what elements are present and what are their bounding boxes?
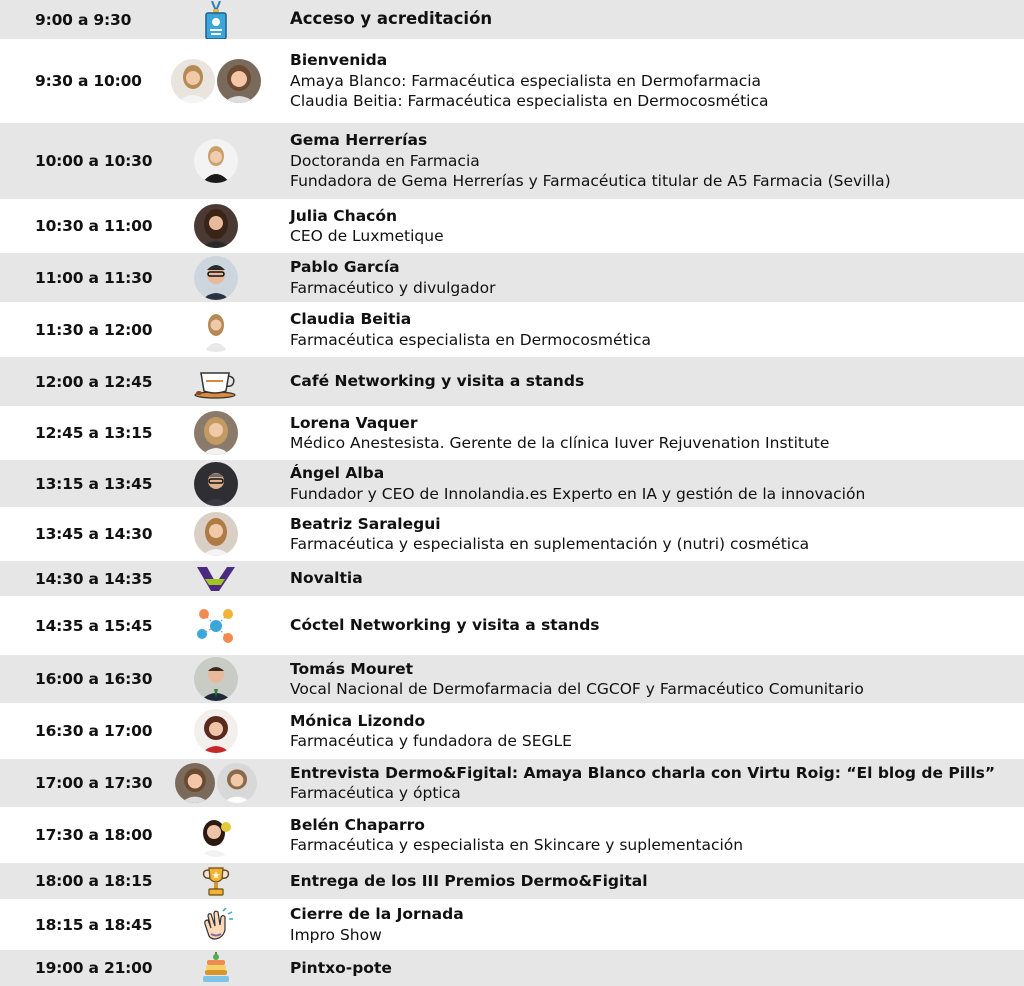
row-content — [290, 50, 1018, 112]
agenda-row — [0, 596, 1024, 655]
row-media — [172, 411, 260, 455]
speaker-avatar — [194, 139, 238, 183]
row-media — [172, 512, 260, 556]
speaker-avatar — [194, 709, 238, 753]
time-slot: 9:00 a 9:30 — [35, 10, 132, 29]
agenda-row — [0, 703, 1024, 759]
session-detail: Médico Anestesista. Gerente de la clínica Iuver Rejuvenation Institute — [290, 434, 830, 452]
time-slot: 13:15 a 13:45 — [35, 474, 153, 493]
speaker-avatar — [217, 59, 261, 103]
session-title: Cóctel Networking y visita a stands — [290, 616, 600, 635]
row-content — [290, 659, 1018, 700]
row-media — [172, 951, 260, 985]
agenda-row — [0, 302, 1024, 357]
session-title: Acceso y acreditación — [290, 9, 493, 29]
row-content — [290, 763, 1018, 804]
time-slot: 12:45 a 13:15 — [35, 424, 153, 442]
agenda-row — [0, 863, 1024, 899]
session-title: Tomás Mouret — [290, 659, 414, 678]
row-content — [290, 206, 1018, 247]
session-detail: CEO de Luxmetique — [290, 227, 444, 245]
row-media — [172, 365, 260, 399]
speaker-avatar — [194, 657, 238, 701]
row-content — [290, 463, 1018, 504]
speaker-avatar — [217, 763, 257, 803]
session-title: Lorena Vaquer — [290, 413, 418, 432]
time-slot: 17:30 a 18:00 — [35, 826, 153, 844]
coffee-icon — [193, 365, 239, 399]
session-detail: Doctoranda en Farmacia — [290, 151, 480, 170]
speaker-avatar — [194, 462, 238, 506]
agenda-row — [0, 807, 1024, 863]
session-detail: Claudia Beitia: Farmacéutica especialista en Dermocosmética — [290, 92, 769, 111]
row-media — [172, 657, 260, 701]
time-slot: 14:35 a 15:45 — [35, 616, 153, 635]
time-slot: 9:30 a 10:00 — [35, 72, 142, 90]
agenda-row — [0, 460, 1024, 507]
session-title: Mónica Lizondo — [290, 711, 426, 730]
row-content — [290, 309, 1018, 350]
row-content — [290, 371, 1018, 392]
row-content — [290, 130, 1018, 192]
row-media — [172, 1, 260, 39]
network-icon — [194, 604, 238, 648]
session-title: Bienvenida — [290, 51, 388, 70]
badge-icon — [203, 1, 229, 39]
speaker-avatar — [194, 512, 238, 556]
speaker-avatar — [194, 308, 238, 352]
row-media — [172, 908, 260, 942]
session-detail: Farmacéutica especialista en Dermocosmética — [290, 330, 651, 349]
row-media — [172, 462, 260, 506]
time-slot: 16:30 a 17:00 — [35, 722, 153, 740]
session-title: Gema Herrerías — [290, 131, 428, 150]
session-detail: Vocal Nacional de Dermofarmacia del CGCOF y Farmacéutico Comunitario — [290, 680, 864, 698]
time-slot: 11:30 a 12:00 — [35, 320, 153, 339]
session-detail: Fundadora de Gema Herrerías y Farmacéutica titular de A5 Farmacia (Sevilla) — [290, 172, 891, 191]
time-slot: 12:00 a 12:45 — [35, 372, 153, 391]
row-media — [172, 565, 260, 593]
session-title: Entrevista Dermo&Figital: Amaya Blanco charla con Virtu Roig: “El blog de Pills” — [290, 763, 996, 782]
row-content — [290, 711, 1018, 752]
row-content — [290, 257, 1018, 298]
row-media — [172, 308, 260, 352]
row-media — [172, 59, 260, 103]
row-content — [290, 514, 1018, 555]
agenda-row — [0, 655, 1024, 703]
row-media — [172, 763, 260, 803]
pintxo-icon — [199, 951, 233, 985]
row-content — [290, 413, 1018, 454]
row-content — [290, 815, 1018, 856]
session-detail: Farmacéutica y especialista en suplementación y (nutri) cosmética — [290, 535, 810, 553]
row-content — [290, 568, 1018, 589]
speaker-avatar — [194, 256, 238, 300]
session-detail: Impro Show — [290, 925, 382, 944]
row-media — [172, 204, 260, 248]
session-detail: Farmacéutica y óptica — [290, 784, 461, 802]
session-title: Pintxo-pote — [290, 958, 392, 977]
session-detail: Farmacéutica y fundadora de SEGLE — [290, 732, 572, 750]
time-slot: 14:30 a 14:35 — [35, 569, 153, 588]
row-content — [290, 615, 1018, 636]
session-title: Entrega de los III Premios Dermo&Figital — [290, 871, 648, 890]
session-title: Belén Chaparro — [290, 815, 425, 834]
speaker-avatar — [171, 59, 215, 103]
agenda-row — [0, 561, 1024, 596]
session-detail: Farmacéutica y especialista en Skincare y suplementación — [290, 836, 744, 854]
time-slot: 10:00 a 10:30 — [35, 152, 153, 170]
time-slot: 17:00 a 17:30 — [35, 774, 153, 792]
agenda-row — [0, 199, 1024, 253]
speaker-avatar — [175, 763, 215, 803]
session-detail: Amaya Blanco: Farmacéutica especialista en Dermofarmacia — [290, 71, 762, 90]
row-content — [290, 904, 1018, 945]
time-slot: 16:00 a 16:30 — [35, 670, 153, 688]
session-detail: Fundador y CEO de Innolandia.es Experto en IA y gestión de la innovación — [290, 484, 866, 503]
time-slot: 10:30 a 11:00 — [35, 217, 153, 235]
time-slot: 18:15 a 18:45 — [35, 915, 153, 934]
agenda-row — [0, 950, 1024, 986]
agenda-row — [0, 759, 1024, 807]
row-media — [172, 256, 260, 300]
session-title: Café Networking y visita a stands — [290, 372, 585, 391]
clap-icon — [199, 908, 233, 942]
row-content — [290, 871, 1018, 892]
time-slot: 13:45 a 14:30 — [35, 525, 153, 543]
speaker-avatar — [194, 411, 238, 455]
time-slot: 11:00 a 11:30 — [35, 268, 153, 287]
row-media — [172, 864, 260, 898]
row-media — [172, 813, 260, 857]
session-title: Pablo García — [290, 258, 400, 276]
row-media — [172, 139, 260, 183]
time-slot: 19:00 a 21:00 — [35, 959, 153, 977]
session-detail: Farmacéutico y divulgador — [290, 278, 496, 297]
session-title: Claudia Beitia — [290, 310, 412, 328]
agenda-row — [0, 253, 1024, 302]
session-title: Novaltia — [290, 569, 363, 588]
row-media — [172, 604, 260, 648]
novaltia-logo — [195, 565, 237, 593]
speaker-avatar — [194, 204, 238, 248]
trophy-icon — [199, 864, 233, 898]
session-title: Beatriz Saralegui — [290, 514, 441, 533]
session-title: Ángel Alba — [290, 464, 385, 482]
session-title: Julia Chacón — [290, 206, 398, 225]
row-content — [290, 9, 1018, 30]
agenda-row — [0, 39, 1024, 123]
agenda-row — [0, 357, 1024, 406]
row-content — [290, 958, 1018, 979]
row-media — [172, 709, 260, 753]
time-slot: 18:00 a 18:15 — [35, 872, 153, 890]
agenda-row — [0, 0, 1024, 39]
agenda-row — [0, 507, 1024, 561]
agenda-row — [0, 899, 1024, 950]
agenda-row — [0, 406, 1024, 460]
agenda-row — [0, 123, 1024, 199]
session-title: Cierre de la Jornada — [290, 905, 464, 923]
speaker-avatar — [194, 813, 238, 857]
